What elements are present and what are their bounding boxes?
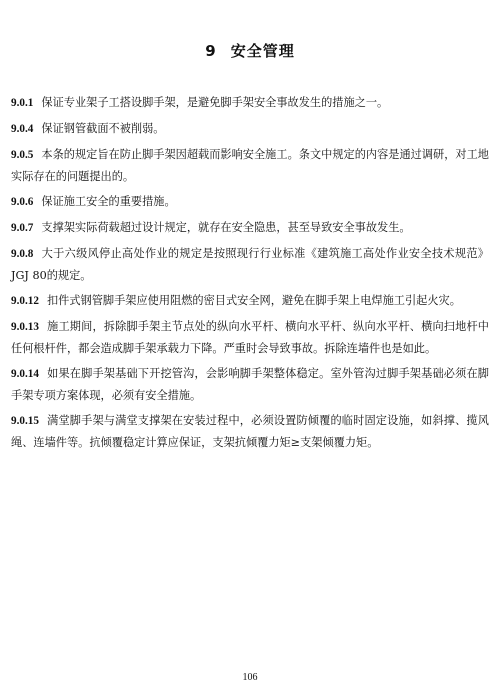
clause-9-0-8 xyxy=(11,243,489,286)
clause-number: 9.0.8 xyxy=(11,248,34,260)
chapter-title-text: 安全管理 xyxy=(230,42,295,60)
clause-9-0-4 xyxy=(11,118,489,140)
clause-number: 9.0.5 xyxy=(11,149,34,161)
clause-text: 扣件式钢管脚手架应使用阻燃的密目式安全网，避免在脚手架上电焊施工引起火灾。 xyxy=(46,294,461,307)
clause-text: 大于六级风停止高处作业的规定是按照现行行业标准《建筑施工高处作业安全技术规范》JGJ 80的规定。 xyxy=(11,247,489,282)
clause-number: 9.0.14 xyxy=(11,368,39,380)
clause-text: 保证施工安全的重要措施。 xyxy=(41,195,176,208)
clause-number: 9.0.6 xyxy=(11,196,34,208)
clause-9-0-7 xyxy=(11,217,489,239)
clause-text: 保证钢管截面不被削弱。 xyxy=(41,122,165,135)
clause-text: 本条的规定旨在防止脚手架因超载而影响安全施工。条文中规定的内容是通过调研，对工地实际存在的问题提出的。 xyxy=(11,148,489,183)
clause-9-0-14 xyxy=(11,363,489,406)
clause-number: 9.0.15 xyxy=(11,415,39,427)
clause-number: 9.0.1 xyxy=(11,97,34,109)
clause-9-0-1 xyxy=(11,92,489,114)
clause-text: 如果在脚手架基础下开挖管沟，会影响脚手架整体稳定。室外管沟过脚手架基础必须在脚手架专项方案体现，必须有安全措施。 xyxy=(11,367,489,402)
clause-9-0-12 xyxy=(11,290,489,312)
page-number: 106 xyxy=(242,672,258,683)
clause-9-0-13 xyxy=(11,316,489,359)
clause-number: 9.0.13 xyxy=(11,321,39,333)
clause-list xyxy=(11,92,489,457)
clause-text: 满堂脚手架与满堂支撑架在安装过程中，必须设置防倾覆的临时固定设施，如斜撑、揽风绳、连墙件等。抗倾覆稳定计算应保证，支架抗倾覆力矩≥支架倾覆力矩。 xyxy=(11,414,489,449)
clause-9-0-6 xyxy=(11,191,489,213)
clause-text: 施工期间，拆除脚手架主节点处的纵向水平杆、横向水平杆、纵向水平杆、横向扫地杆中任何根杆件，都会造成脚手架承载力下降。严重时会导致事故。拆除连墙件也是如此。 xyxy=(11,320,489,355)
clause-text: 保证专业架子工搭设脚手架，是避免脚手架安全事故发生的措施之一。 xyxy=(41,96,389,109)
clause-number: 9.0.4 xyxy=(11,123,34,135)
clause-number: 9.0.7 xyxy=(11,222,34,234)
clause-number: 9.0.12 xyxy=(11,295,39,307)
chapter-number: 9 xyxy=(205,42,217,60)
chapter-title xyxy=(0,40,500,61)
clause-9-0-5 xyxy=(11,144,489,187)
clause-text: 支撑架实际荷载超过设计规定，就存在安全隐患，甚至导致安全事故发生。 xyxy=(41,221,411,234)
clause-9-0-15 xyxy=(11,410,489,453)
